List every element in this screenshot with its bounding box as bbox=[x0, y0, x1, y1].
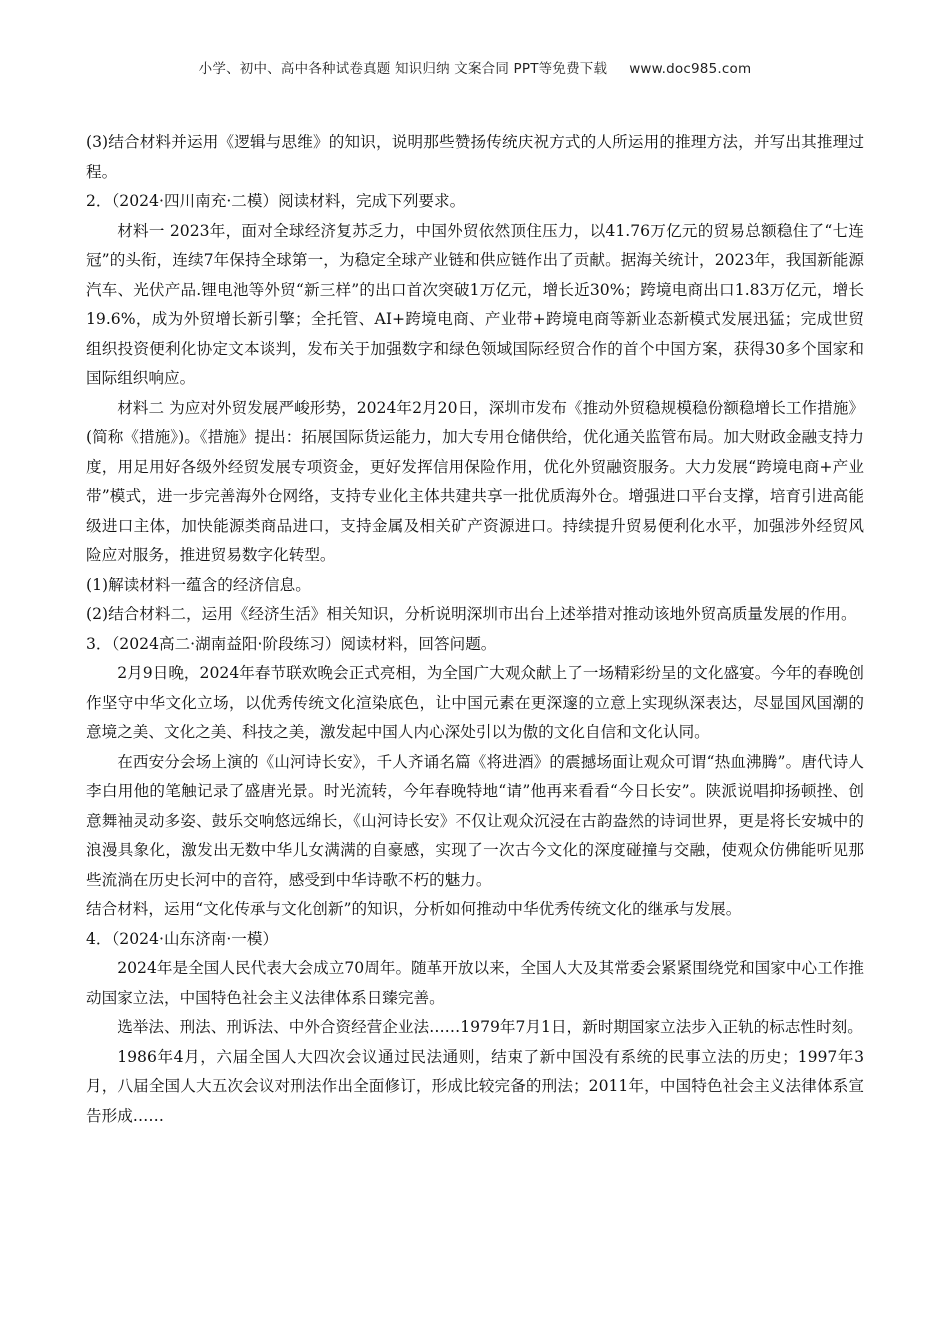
question-3-prompt: 结合材料，运用“文化传承与文化创新”的知识，分析如何推动中华优秀传统文化的继承与发展。 bbox=[86, 900, 742, 918]
question-3-paragraph-1: 2月9日晚，2024年春节联欢晚会正式亮相，为全国广大观众献上了一场精彩纷呈的文化盛宴。今年的春晚创作坚守中华文化立场，以优秀传统文化渲染底色，让中国元素在更深邃的立意上实现纵深表达，尽显国风国潮的意境之美、文化之美、科技之美，激发起中国人内心深处引以为傲的文化自信和文化认同。 bbox=[86, 664, 864, 741]
question-2-part-2: (2)结合材料二，运用《经济生活》相关知识，分析说明深圳市出台上述举措对推动该地外贸高质量发展的作用。 bbox=[86, 605, 857, 623]
question-2-heading: 2．（2024·四川南充·二模）阅读材料，完成下列要求。 bbox=[86, 192, 466, 210]
document-body bbox=[86, 128, 864, 1131]
question-4-paragraph-1: 2024年是全国人民代表大会成立70周年。随革开放以来，全国人大及其常委会紧紧围绕党和国家中心工作推动国家立法，中国特色社会主义法律体系日臻完善。 bbox=[86, 959, 864, 1007]
page-header bbox=[0, 57, 950, 77]
question-2-material-1: 材料一 2023年，面对全球经济复苏乏力，中国外贸依然顶住压力，以41.76万亿元的贸易总额稳住了“七连冠”的头衔，连续7年保持全球第一，为稳定全球产业链和供应链作出了贡献。据海关统计，2023年，我国新能源汽车、光伏产品.锂电池等外贸“新三样”的出口首次突破1万亿元，增长近30%；跨境电商出口1.83万亿元，增长19.6%，成为外贸增长新引擎；全托管、AI+跨境电商、产业带+跨境电商等新业态新模式发展迅猛；完成世贸组织投资便利化协定文本谈判，发布关于加强数字和绿色领域国际经贸合作的首个中国方案，获得30多个国家和国际组织响应。 bbox=[86, 221, 864, 387]
question-3-heading: 3．（2024高二·湖南益阳·阶段练习）阅读材料，回答问题。 bbox=[86, 634, 497, 653]
question-4-heading: 4．（2024·山东济南·一模） bbox=[86, 929, 279, 948]
question-4-paragraph-2: 选举法、刑法、刑诉法、中外合资经营企业法……1979年7月1日，新时期国家立法步入正轨的标志性时刻。 bbox=[117, 1018, 863, 1036]
question-2-part-1: (1)解读材料一蕴含的经济信息。 bbox=[86, 575, 311, 594]
header-site-link[interactable]: www.doc985.com bbox=[629, 61, 752, 77]
question-1-part-3: (3)结合材料并运用《逻辑与思维》的知识，说明那些赞扬传统庆祝方式的人所运用的推理方法，并写出其推理过程。 bbox=[86, 133, 864, 181]
header-banner-text: 小学、初中、高中各种试卷真题 知识归纳 文案合同 PPT等免费下载 bbox=[198, 61, 608, 77]
question-3-paragraph-2: 在西安分会场上演的《山河诗长安》，千人齐诵名篇《将进酒》的震撼场面让观众可谓“热血沸腾”。唐代诗人李白用他的笔触记录了盛唐光景。时光流转，今年春晚特地“请”他再来看看“今日长安”。陕派说唱抑扬顿挫、创意舞袖灵动多姿、鼓乐交响悠远绵长，《山河诗长安》不仅让观众沉浸在古韵盎然的诗词世界，更是将长安城中的浪漫具象化，激发出无数中华儿女满满的自豪感，实现了一次古今文化的深度碰撞与交融，使观众仿佛能听见那些流淌在历史长河中的音符，感受到中华诗歌不朽的魅力。 bbox=[86, 752, 864, 889]
question-2-material-2: 材料二 为应对外贸发展严峻形势，2024年2月20日，深圳市发布《推动外贸稳规模稳份额稳增长工作措施》(简称《措施》)。《措施》提出：拓展国际货运能力，加大专用仓储供给，优化通关监管布局。加大财政金融支持力度，用足用好各级外经贸发展专项资金，更好发挥信用保险作用，优化外贸融资服务。大力发展“跨境电商+产业带”模式，进一步完善海外仓网络，支持专业化主体共建共享一批优质海外仓。增强进口平台支撑，培育引进高能级进口主体，加快能源类商品进口，支持金属及相关矿产资源进口。持续提升贸易便利化水平，加强涉外经贸风险应对服务，推进贸易数字化转型。 bbox=[86, 398, 864, 564]
question-4-paragraph-3: 1986年4月，六届全国人大四次会议通过民法通则，结束了新中国没有系统的民事立法的历史；1997年3月，八届全国人大五次会议对刑法作出全面修订，形成比较完备的刑法；2011年，中国特色社会主义法律体系宣告形成…… bbox=[86, 1047, 864, 1125]
